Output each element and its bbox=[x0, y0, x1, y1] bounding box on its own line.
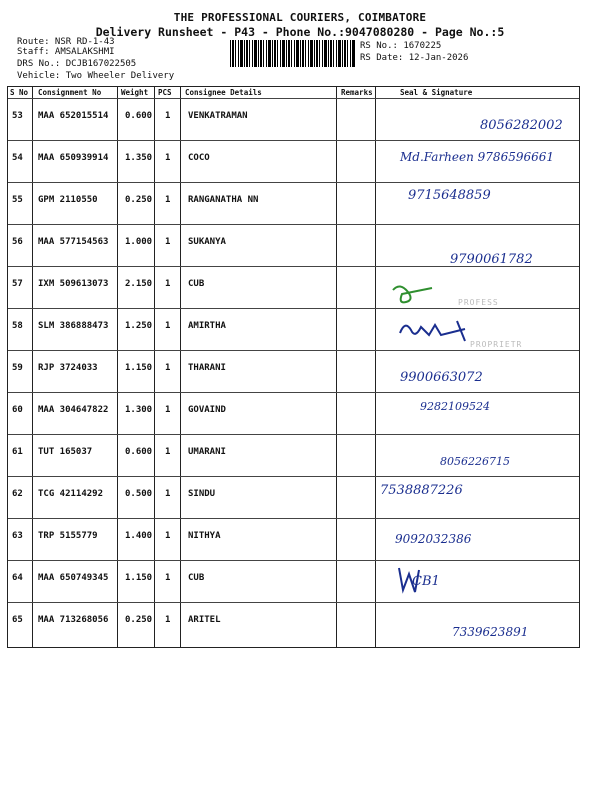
route-label: Route: NSR RD-1-43 bbox=[17, 37, 115, 47]
consignee-name: SUKANYA bbox=[188, 237, 226, 247]
pcs-value: 1 bbox=[165, 447, 171, 457]
row-sno: 55 bbox=[12, 195, 23, 205]
table-row bbox=[8, 519, 579, 560]
col-consignment: Consignment No bbox=[38, 88, 102, 97]
consignment-no: GPM 2110550 bbox=[38, 195, 98, 205]
consignee-name: RANGANATHA NN bbox=[188, 195, 259, 205]
row-sno: 65 bbox=[12, 615, 23, 625]
drs-label: DRS No.: DCJB167022505 bbox=[17, 59, 137, 69]
consignment-no: TUT 165037 bbox=[38, 447, 93, 457]
weight-value: 0.600 bbox=[125, 447, 153, 457]
company-title: THE PROFESSIONAL COURIERS, COIMBATORE bbox=[173, 11, 427, 24]
col-remarks: Remarks bbox=[341, 88, 373, 97]
col-pcs: PCS bbox=[158, 88, 172, 97]
consignee-name: ARITEL bbox=[188, 615, 221, 625]
handwritten-signature: 8056282002 bbox=[480, 118, 563, 133]
consignment-no: MAA 304647822 bbox=[38, 405, 109, 415]
barcode bbox=[230, 40, 355, 67]
handwritten-signature: 9900663072 bbox=[400, 370, 483, 385]
col-weight: Weight bbox=[121, 88, 149, 97]
row-sno: 56 bbox=[12, 237, 23, 247]
pcs-value: 1 bbox=[165, 531, 171, 541]
green-signature bbox=[388, 280, 438, 310]
consignment-no: MAA 577154563 bbox=[38, 237, 109, 247]
row-sno: 64 bbox=[12, 573, 23, 583]
pcs-value: 1 bbox=[165, 237, 171, 247]
runsheet-title: Delivery Runsheet - P43 - Phone No.:9047080280 - Page No.:5 bbox=[95, 25, 505, 39]
consignment-no: TCG 42114292 bbox=[38, 489, 104, 499]
table-row bbox=[8, 351, 579, 392]
handwritten-signature: 8056226715 bbox=[440, 455, 510, 468]
weight-value: 1.150 bbox=[125, 363, 153, 373]
col-consignee: Consignee Details bbox=[185, 88, 262, 97]
pcs-value: 1 bbox=[165, 615, 171, 625]
handwritten-signature: 7339623891 bbox=[452, 625, 529, 639]
weight-value: 0.500 bbox=[125, 489, 153, 499]
handwritten-signature: 9092032386 bbox=[395, 532, 472, 546]
staff-label: Staff: AMSALAKSHMI bbox=[17, 47, 115, 57]
faint-stamp-text-2: PROPRIETR bbox=[470, 340, 523, 349]
consignee-name: SINDU bbox=[188, 489, 216, 499]
pcs-value: 1 bbox=[165, 153, 171, 163]
pcs-value: 1 bbox=[165, 573, 171, 583]
table-row bbox=[8, 393, 579, 434]
weight-value: 1.300 bbox=[125, 405, 153, 415]
consignee-name: AMIRTHA bbox=[188, 321, 226, 331]
handwritten-signature: Md.Farheen 9786596661 bbox=[400, 150, 555, 164]
handwritten-signature: 7538887226 bbox=[380, 483, 463, 498]
consignment-no: MAA 650939914 bbox=[38, 153, 109, 163]
handwritten-signature: CB1 bbox=[412, 574, 440, 589]
consignment-no: TRP 5155779 bbox=[38, 531, 98, 541]
vehicle-label: Vehicle: Two Wheeler Delivery bbox=[17, 71, 175, 81]
faint-stamp-text: PROFESS bbox=[458, 298, 499, 307]
weight-value: 1.400 bbox=[125, 531, 153, 541]
row-sno: 61 bbox=[12, 447, 23, 457]
weight-value: 0.250 bbox=[125, 195, 153, 205]
consignment-no: RJP 3724033 bbox=[38, 363, 98, 373]
table-header bbox=[8, 87, 579, 98]
table-row bbox=[8, 183, 579, 224]
consignee-name: VENKATRAMAN bbox=[188, 111, 248, 121]
rs-date-label: RS Date: 12-Jan-2026 bbox=[360, 53, 469, 63]
consignee-name: COCO bbox=[188, 153, 210, 163]
row-sno: 53 bbox=[12, 111, 23, 121]
consignment-no: MAA 650749345 bbox=[38, 573, 109, 583]
consignee-name: CUB bbox=[188, 573, 205, 583]
pcs-value: 1 bbox=[165, 111, 171, 121]
row-sno: 54 bbox=[12, 153, 23, 163]
consignee-name: GOVAIND bbox=[188, 405, 226, 415]
weight-value: 1.350 bbox=[125, 153, 153, 163]
consignee-name: THARANI bbox=[188, 363, 226, 373]
handwritten-signature: 9790061782 bbox=[450, 252, 533, 267]
consignee-name: CUB bbox=[188, 279, 205, 289]
table-row bbox=[8, 477, 579, 518]
row-sno: 63 bbox=[12, 531, 23, 541]
weight-value: 1.000 bbox=[125, 237, 153, 247]
weight-value: 2.150 bbox=[125, 279, 153, 289]
runsheet-table bbox=[7, 86, 580, 648]
col-signature: Seal & Signature bbox=[400, 88, 473, 97]
handwritten-signature: 9282109524 bbox=[420, 400, 490, 413]
rs-no-label: RS No.: 1670225 bbox=[360, 41, 442, 51]
weight-value: 1.150 bbox=[125, 573, 153, 583]
row-sno: 59 bbox=[12, 363, 23, 373]
col-sno: S No bbox=[10, 88, 29, 97]
row-sno: 60 bbox=[12, 405, 23, 415]
consignment-no: IXM 509613073 bbox=[38, 279, 109, 289]
pcs-value: 1 bbox=[165, 405, 171, 415]
weight-value: 0.600 bbox=[125, 111, 153, 121]
pcs-value: 1 bbox=[165, 195, 171, 205]
row-sno: 62 bbox=[12, 489, 23, 499]
consignment-no: MAA 713268056 bbox=[38, 615, 109, 625]
row-sno: 58 bbox=[12, 321, 23, 331]
pcs-value: 1 bbox=[165, 363, 171, 373]
pcs-value: 1 bbox=[165, 489, 171, 499]
weight-value: 0.250 bbox=[125, 615, 153, 625]
consignment-no: SLM 386888473 bbox=[38, 321, 109, 331]
pcs-value: 1 bbox=[165, 321, 171, 331]
consignee-name: UMARANI bbox=[188, 447, 226, 457]
pcs-value: 1 bbox=[165, 279, 171, 289]
weight-value: 1.250 bbox=[125, 321, 153, 331]
handwritten-signature: 9715648859 bbox=[408, 188, 491, 203]
table-row bbox=[8, 561, 579, 602]
consignment-no: MAA 652015514 bbox=[38, 111, 109, 121]
consignee-name: NITHYA bbox=[188, 531, 221, 541]
row-sno: 57 bbox=[12, 279, 23, 289]
scribble-signature-58 bbox=[395, 315, 505, 345]
